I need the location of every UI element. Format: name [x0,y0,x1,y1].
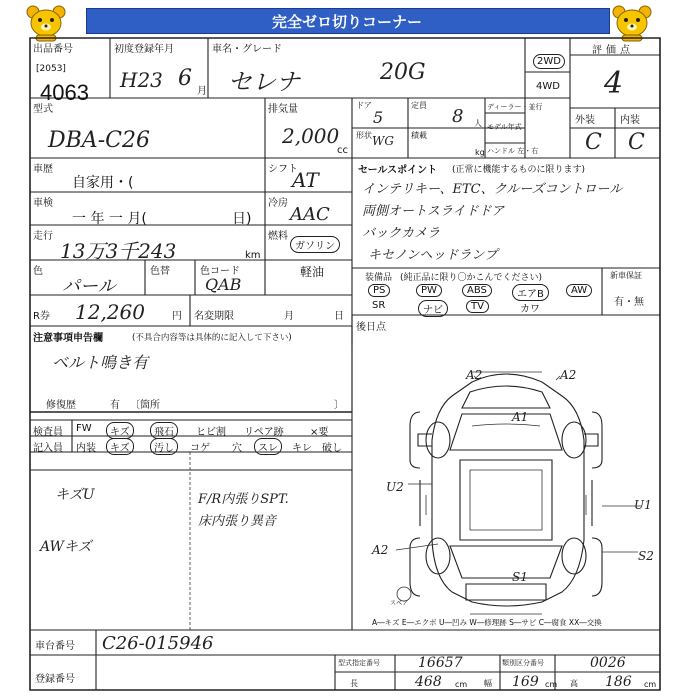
cert-height-value: 186 [605,674,632,690]
remark-right-2: 床内張り異音 [198,514,277,529]
repair-place: 〔箇所 [130,400,160,411]
type-label: 型式 [33,104,53,115]
recycle-label: R券 [33,311,50,322]
selling-point-1: インテリキー、ETC、クルーズコントロール [362,182,623,197]
cert-length-label: 長 [350,679,358,688]
chassis-label: 車台番号 [35,641,75,652]
drive-2wd: 2WD [533,54,565,69]
shape-label: 形状 [356,131,372,140]
cert-model-value: 16657 [418,655,463,671]
equip-pw: PW [416,284,442,297]
capacity-value: 8 [452,106,464,127]
cert-class-label: 類別区分番号 [502,659,544,667]
color-code: QAB [205,275,242,294]
entry-item-cut: キレ [292,443,312,454]
mileage-unit: km [245,250,261,261]
rear-seat-label: 後日点 [356,322,386,333]
cert-width-unit: cm [545,680,558,689]
interior-label: 内装 [620,115,640,126]
equipment-hint: (純正品に限り〇かこんでください) [400,273,543,283]
check-item-required: ×要 [310,427,329,438]
entry-item-burn: コゲ [190,443,210,454]
diagram-arrows [352,330,660,630]
inspection-suffix: 日) [232,211,252,227]
equip-sr: SR [372,300,386,311]
mark-a2-right: A2 [560,368,577,382]
lot-label: 出品番号 [33,44,73,55]
mark-u2: U2 [386,480,404,494]
mark-s2: S2 [638,549,654,563]
registration-month-unit: 月 [197,86,207,97]
selling-point-2: 両側オートスライドドア [362,204,505,219]
cert-width-label: 幅 [484,679,492,688]
remark-left-1: キズU [55,487,95,503]
entry-item-stain: 汚し [150,438,178,455]
mark-u1: U1 [634,498,652,512]
interior-value: C [628,130,645,155]
exterior-value: C [585,130,602,155]
reg-number-label: 登録番号 [35,674,75,685]
chassis-value: C26-015946 [102,633,214,654]
selling-points-label: セールスポイント [358,165,438,176]
repair-label: 修復歴 [46,400,76,411]
new-car-warranty-value: 有・無 [614,297,644,308]
notes-text: ベルト鳴き有 [52,353,149,372]
handle-label: ハンドル 左・右 [487,147,539,155]
cooling-value: AAC [290,204,330,225]
selling-point-3: バックカメラ [362,226,441,241]
doors-value: 5 [373,108,384,127]
mark-a2-left: A2 [466,368,483,382]
color-label: 色 [33,266,43,277]
cert-height-label: 高 [570,679,578,688]
shift-label: シフト [268,164,298,175]
score-label: 評価点 [592,45,634,56]
entry-row-label: 記入員 [33,443,63,454]
model-grade: 20G [380,60,426,85]
equip-ps: PS [368,284,390,297]
equip-tv: TV [466,300,489,313]
model-label: 車名・グレード [212,44,282,55]
entry-item-scuff: スレ [254,438,282,455]
check-item-repair: リペア跡 [244,427,284,438]
history-value: 自家用・( [72,175,134,191]
equip-aw: AW [566,284,592,297]
history-label: 車歴 [33,164,53,175]
recycle-value: 12,260 [75,300,145,324]
repair-close: 〕 [334,400,344,411]
remark-right-1: F/R内張りSPT. [198,492,289,507]
model-year-label: モデル年式 [487,123,522,131]
equipment-label: 装備品 [365,273,393,283]
mark-spare: スペア [390,600,409,607]
lot-code: [2053] [36,64,66,74]
model-name: セレナ [228,68,300,96]
check-item-chip: 飛石 [150,422,178,439]
mark-a2-bottom: A2 [372,543,389,557]
entry-item-scratch: キズ [106,438,134,455]
entry-item-hole: 穴 [232,443,242,454]
name-change-month: 月 [284,311,294,322]
shift-value: AT [292,168,319,192]
mileage-value: 13万3千243 [60,239,177,263]
loading-label: 積載 [411,131,427,140]
recycle-unit: 円 [172,311,182,322]
selling-point-4: キセノンヘッドランプ [368,248,498,263]
check-row-label: 検査員 [33,427,63,438]
check-item-scratch: キズ [106,422,134,439]
selling-points-hint: (正常に機能するものに限ります) [452,165,586,175]
drive-4wd: 4WD [536,81,560,92]
mark-s1: S1 [512,570,528,584]
check-row-sub: FW [76,423,92,434]
exterior-label: 外装 [575,115,595,126]
color-code-label: 色コード [200,266,240,277]
fuel-option-diesel: 軽油 [300,265,325,279]
capacity-unit: 人 [474,119,482,128]
check-item-crack: ヒビ割 [196,427,226,438]
color-swap-label: 色替 [150,266,170,277]
header-title: 完全ゼロ切りコーナー [271,13,422,31]
cert-model-label: 型式指定番号 [338,659,380,667]
notes-label: 注意事項申告欄 [33,333,103,344]
shape-value: WG [372,134,394,148]
inspection-label: 車検 [33,198,53,209]
color-value: パール [62,276,116,297]
fuel-option-gasoline: ガソリン [290,236,340,253]
cert-length-value: 468 [415,674,442,690]
equip-abs: ABS [462,284,492,297]
registration-month: 6 [178,66,192,91]
displacement-label: 排気量 [268,104,298,115]
score-value: 4 [604,66,624,101]
inspection-value: 一 年 一 月( [72,211,147,227]
repair-value: 有 [110,400,120,411]
new-car-warranty-label: 新車保証 [610,271,642,280]
registration-label: 初度登録年月 [114,44,174,55]
displacement-unit: cc [337,145,348,156]
lot-number: 4063 [40,80,89,105]
equip-leather: カワ [520,304,540,315]
type-value: DBA-C26 [48,128,150,153]
mark-a1: A1 [512,410,529,424]
entry-item-tear: 破し [322,443,342,454]
dealer-label: ディーラー・並行 [487,103,543,111]
name-change-label: 名変期限 [194,311,234,322]
fuel-label: 燃料 [268,231,288,242]
loading-unit: kg [475,148,485,157]
doors-label: ドア [356,101,372,110]
equip-navi: ナビ [418,300,448,317]
capacity-label: 定員 [411,101,427,110]
cert-length-unit: cm [455,680,468,689]
entry-row-sub: 内装 [76,443,96,454]
cert-height-unit: cm [644,680,657,689]
equip-airbag: エアB [512,284,549,301]
notes-hint: (不具合内容等は具体的に記入して下さい) [132,333,292,343]
remark-left-2: AWキズ [40,539,92,555]
mileage-label: 走行 [33,231,53,242]
displacement-value: 2,000 [282,124,340,148]
name-change-day: 日 [334,311,344,322]
damage-legend: A―キズ E―エクボ U―凹み W―修理跡 S―サビ C―腐食 XX―交換 [372,618,602,627]
registration-value: H23 [120,68,163,92]
cooling-label: 冷房 [268,198,288,209]
cert-class-value: 0026 [590,655,626,671]
cert-width-value: 169 [512,674,539,690]
